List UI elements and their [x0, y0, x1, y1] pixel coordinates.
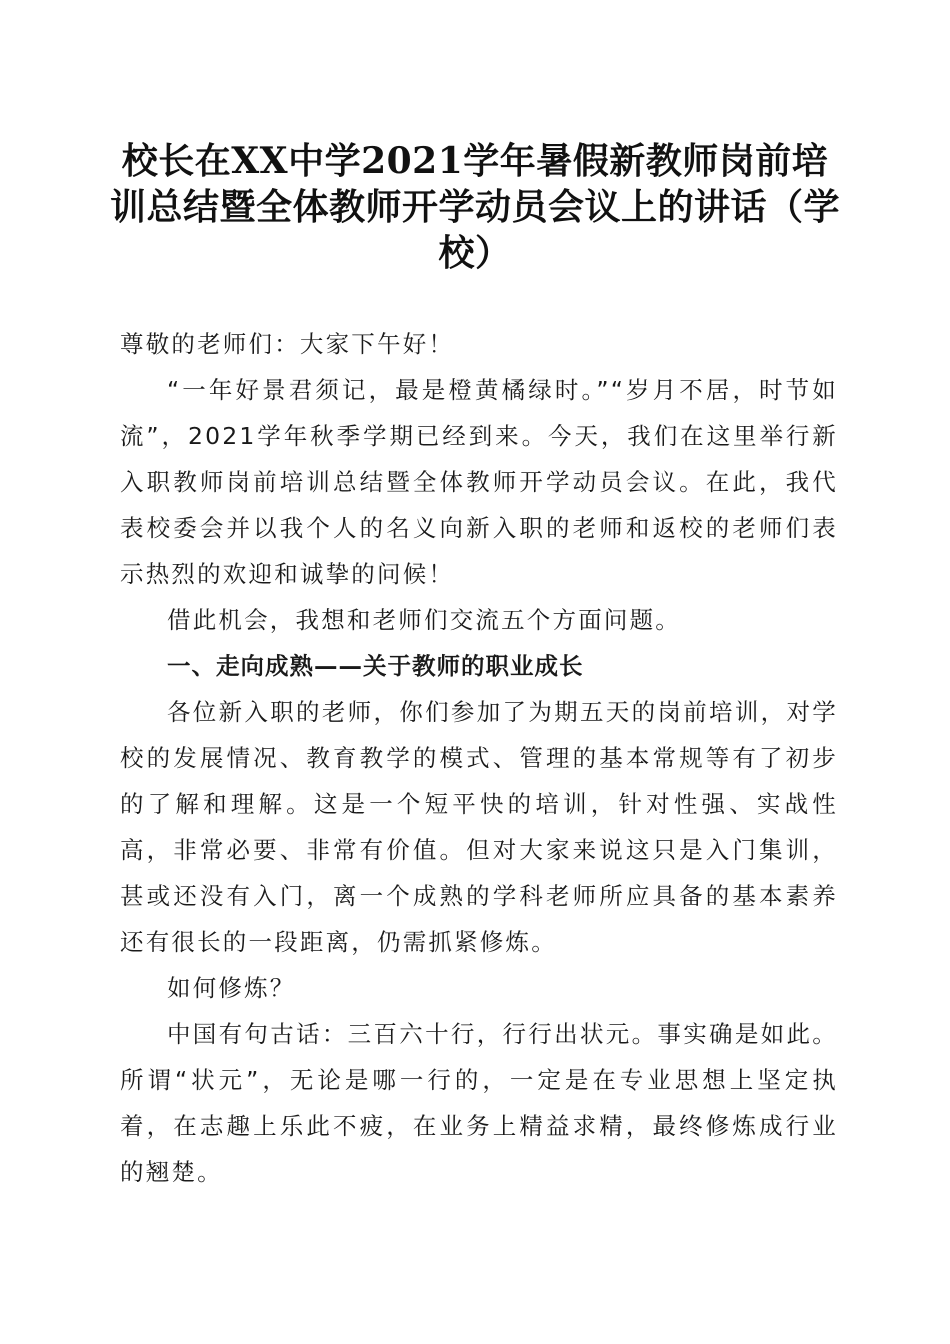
document-title: 校长在XX中学2021学年暑假新教师岗前培训总结暨全体教师开学动员会议上的讲话（学校） — [110, 140, 841, 274]
greeting: 尊敬的老师们：大家下午好！ — [120, 330, 455, 358]
paragraph-question: 如何修炼？ — [167, 974, 296, 1002]
section-heading: 一、走向成熟——关于教师的职业成长 — [167, 652, 584, 680]
paragraph-proverb: 中国有句古话：三百六十行，行行出状元。事实确是如此。所谓“状元”，无论是哪一行的，一定是在专业思想上坚定执着，在志趣上乐此不疲，在业务上精益求精，最终修炼成行业的翘楚。 — [120, 1020, 838, 1186]
paragraph-training: 各位新入职的老师，你们参加了为期五天的岗前培训，对学校的发展情况、教育教学的模式、管理的基本常规等有了初步的了解和理解。这是一个短平快的培训，针对性强、实战性高，非常必要、非常有价值。但对大家来说这只是入门集训，甚或还没有入门，离一个成熟的学科老师所应具备的基本素养还有很长的一段距离，仍需抓紧修炼。 — [120, 698, 838, 956]
document-body — [120, 321, 838, 1195]
paragraph-topics: 借此机会，我想和老师们交流五个方面问题。 — [167, 606, 681, 634]
paragraph-opening: “一年好景君须记，最是橙黄橘绿时。”“岁月不居，时节如流”，2021学年秋季学期已经到来。今天，我们在这里举行新入职教师岗前培训总结暨全体教师开学动员会议。在此，我代表校委会并以我个人的名义向新入职的老师和返校的老师们表示热烈的欢迎和诚挚的问候！ — [120, 376, 838, 588]
